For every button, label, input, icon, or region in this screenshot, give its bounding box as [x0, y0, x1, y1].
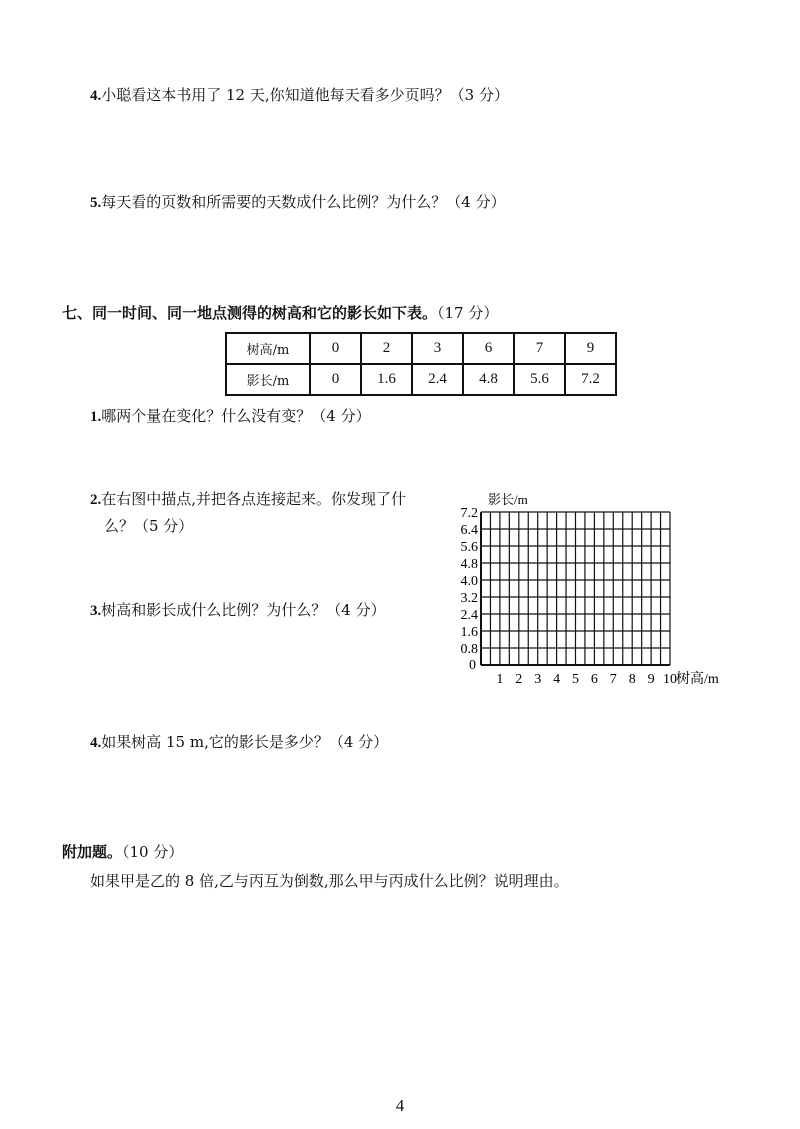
bonus-text: 如果甲是乙的 8 倍,乙与丙互为倒数,那么甲与丙成什么比例？说明理由。: [90, 872, 569, 890]
question-text: 每天看的页数和所需要的天数成什么比例？为什么？（4 分）: [101, 193, 506, 211]
table-cell: 7.2: [565, 364, 616, 395]
x-tick-label: 4: [553, 672, 561, 687]
x-tick-label: 6: [590, 672, 598, 687]
row-label-shadow-length: 影长/m: [226, 364, 310, 395]
x-tick-label: 3: [534, 672, 542, 687]
y-tick-label: 5.6: [460, 540, 478, 555]
section-7-points: （17 分）: [437, 304, 499, 322]
shadow-graph: [420, 485, 730, 690]
y-tick-label: 4.8: [460, 557, 478, 572]
section-7-question-4: [90, 732, 388, 753]
origin-label: 0: [469, 658, 476, 673]
table-cell: 2: [361, 333, 412, 364]
row-label-tree-height: 树高/m: [226, 333, 310, 364]
table-cell: 5.6: [514, 364, 565, 395]
section-7-question-2: [90, 489, 406, 510]
y-tick-label: 3.2: [460, 591, 478, 606]
bonus-question: [90, 871, 569, 891]
question-text: 哪两个量在变化？什么没有变？（4 分）: [101, 407, 371, 425]
bonus-points: （10 分）: [122, 843, 184, 861]
x-tick-label: 10: [663, 672, 677, 687]
x-axis-ticks: [496, 672, 677, 687]
table-cell: 2.4: [412, 364, 463, 395]
question-text: 树高和影长成什么比例？为什么？（4 分）: [101, 601, 386, 619]
y-tick-label: 0.8: [460, 642, 478, 657]
question-text: 小聪看这本书用了 12 天,你知道他每天看多少页吗？（3 分）: [101, 86, 509, 104]
y-tick-label: 2.4: [460, 608, 478, 623]
question-text-line-1: 在右图中描点,并把各点连接起来。你发现了什: [101, 490, 407, 508]
page-number: 4: [395, 1096, 405, 1115]
table-cell: 3: [412, 333, 463, 364]
x-axis-label: 树高/m: [676, 672, 719, 687]
section-7-heading: [62, 303, 498, 323]
y-axis-label: 影长/m: [488, 492, 528, 507]
table-cell: 4.8: [463, 364, 514, 395]
table-row: [226, 333, 616, 364]
section-7-question-3: [90, 600, 386, 621]
question-text: 如果树高 15 m,它的影长是多少？（4 分）: [101, 733, 389, 751]
question-number: 4.: [90, 735, 102, 751]
x-tick-label: 2: [515, 672, 523, 687]
y-tick-label: 4.0: [460, 574, 478, 589]
table-cell: 7: [514, 333, 565, 364]
y-tick-label: 1.6: [460, 625, 478, 640]
question-number: 1.: [90, 409, 102, 425]
question-number: 2.: [90, 492, 102, 508]
bonus-title: 附加题。: [62, 843, 123, 861]
section-7-question-1: [90, 406, 371, 427]
tree-shadow-table: [225, 332, 617, 396]
question-text-line-2: 么？（5 分）: [104, 517, 194, 535]
y-axis-ticks: [461, 506, 479, 657]
table-cell: 0: [310, 333, 361, 364]
x-tick-label: 5: [572, 672, 579, 687]
question-number: 3.: [90, 603, 102, 619]
x-tick-label: 9: [647, 672, 655, 687]
question-5-top: [90, 192, 506, 213]
section-7-question-2-cont: [104, 516, 193, 536]
table-cell: 0: [310, 364, 361, 395]
table-cell: 6: [463, 333, 514, 364]
graph-grid: [481, 512, 670, 665]
table-cell: 1.6: [361, 364, 412, 395]
x-tick-label: 7: [609, 672, 617, 687]
section-7-title: 七、同一时间、同一地点测得的树高和它的影长如下表。: [62, 304, 438, 322]
y-tick-label: 7.2: [460, 506, 478, 521]
question-number: 5.: [90, 195, 102, 211]
question-number: 4.: [90, 88, 102, 104]
y-tick-label: 6.4: [460, 523, 478, 538]
x-tick-label: 8: [628, 672, 636, 687]
bonus-heading: [62, 842, 183, 862]
table-row: [226, 364, 616, 395]
x-tick-label: 1: [496, 672, 504, 687]
question-4-top: [90, 85, 509, 106]
table-cell: 9: [565, 333, 616, 364]
